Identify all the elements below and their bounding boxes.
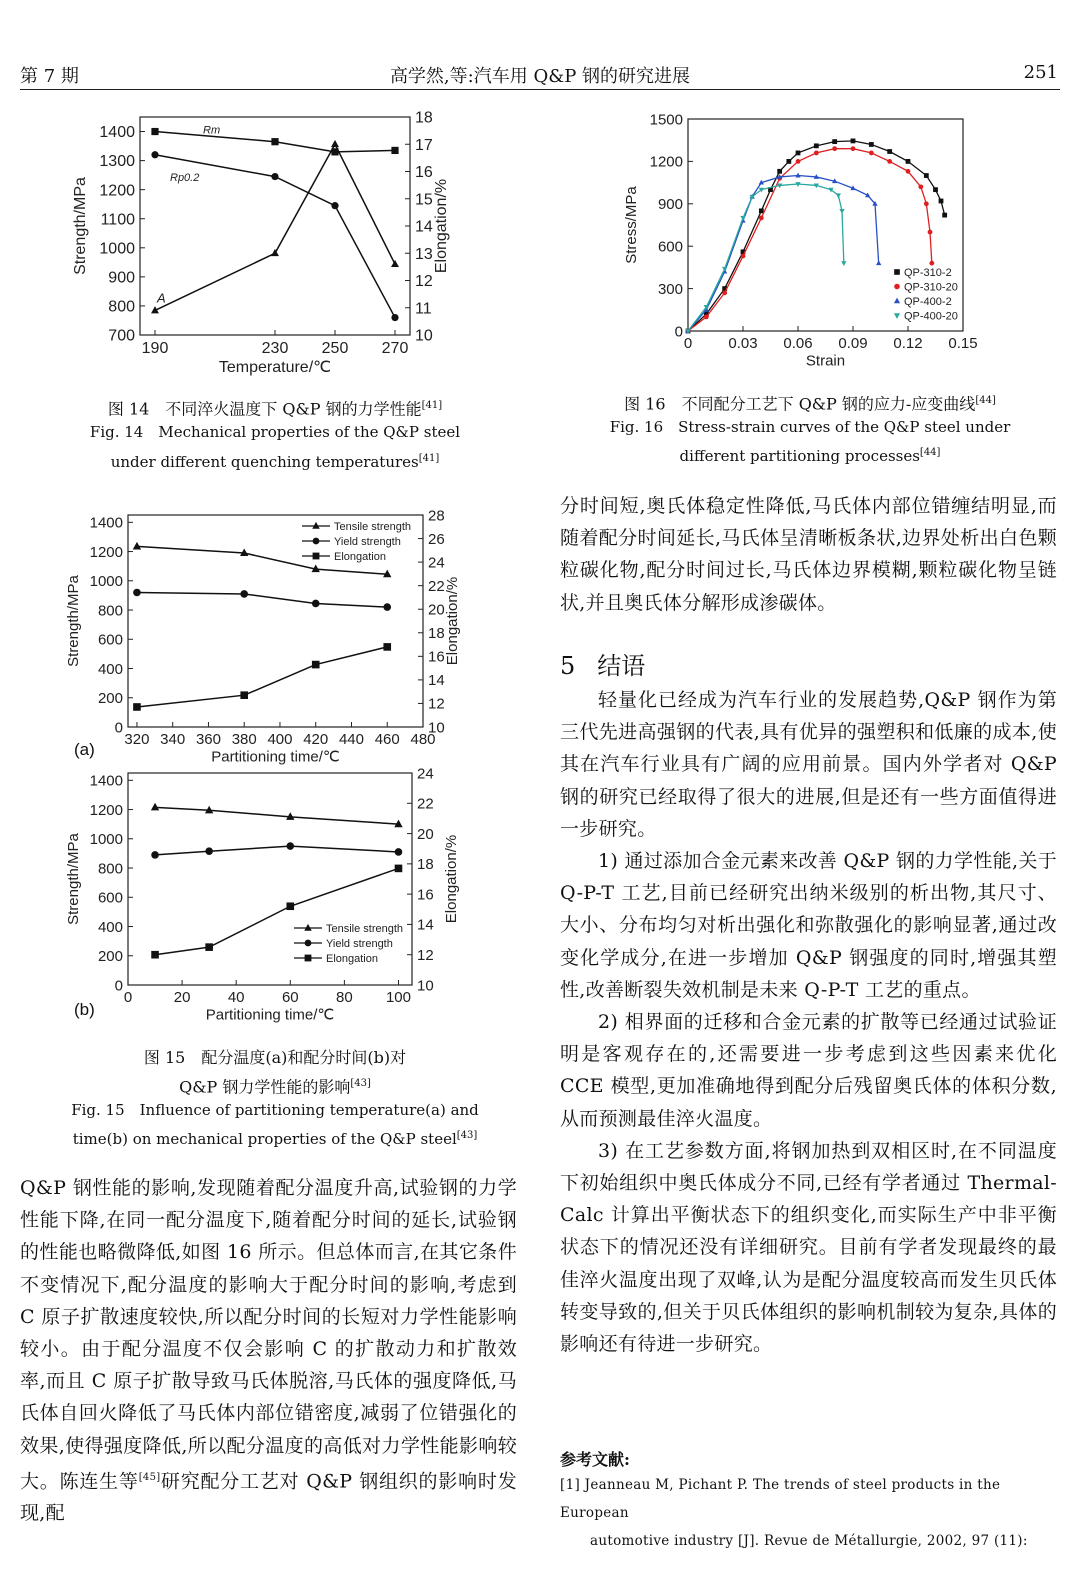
data-point — [133, 703, 141, 711]
conclusion-para-2: 1) 通过添加合金元素来改善 Q&P 钢的力学性能,关于 Q-P-T 工艺,目前已经研究出纳米级别的析出物,其尺寸、大小、分布均匀对析出强化和弥散强化的影响显著,通过改变化学成分,在进一步增加 Q&P 钢强度的同时,增强其塑性,改善断裂失效机制是未来 Q-P-T 工艺的重点。 — [560, 850, 1057, 1001]
x-tick-label: 250 — [321, 340, 349, 357]
data-point — [906, 159, 911, 164]
y2-tick-label: 14 — [415, 218, 433, 236]
issue-label: 第 7 期 — [20, 66, 79, 87]
data-point — [796, 159, 801, 164]
data-point — [759, 208, 764, 213]
conclusion-para-3: 2) 相界面的迁移和合金元素的扩散等已经通过试验证明是客观存在的,还需要进一步考虑到这些因素来优化 CCE 模型,更加准确地得到配分后残留奥氏体的体积分数,从而预测最佳淬火温度。 — [560, 1011, 1057, 1130]
header-rule — [20, 89, 1060, 90]
y-tick-label: 900 — [108, 269, 135, 287]
data-point — [331, 202, 338, 209]
fig15-caption-en-2: time(b) on mechanical properties of the Q&P steel[43] — [72, 1130, 478, 1148]
data-point — [133, 542, 141, 550]
y-tick-label: 600 — [97, 631, 123, 649]
data-point — [240, 590, 248, 598]
legend-marker — [313, 538, 320, 545]
data-point — [271, 173, 278, 180]
y2-tick-label: 18 — [428, 625, 445, 643]
y2-tick-label: 28 — [428, 507, 445, 525]
y2-tick-label: 10 — [415, 327, 433, 345]
y2-tick-label: 16 — [428, 648, 445, 666]
series-label-rp: Rp0.2 — [170, 171, 200, 184]
data-point — [939, 199, 944, 204]
series-line — [155, 846, 398, 855]
right-column-text — [560, 490, 1057, 619]
data-point — [391, 314, 398, 321]
data-point — [151, 951, 159, 959]
fig14-caption-en-2: under different quenching temperatures[41] — [110, 453, 440, 471]
data-point — [814, 151, 819, 156]
y2-tick-label: 24 — [428, 554, 445, 572]
legend-label: QP-400-2 — [904, 296, 952, 308]
data-point — [205, 847, 213, 855]
data-point — [887, 159, 892, 164]
legend-marker — [894, 269, 900, 275]
data-point — [851, 139, 856, 144]
y2-axis-label: Elongation/% — [433, 178, 450, 274]
fig15-caption-cn-2: Q&P 钢力学性能的影响[43] — [179, 1077, 371, 1097]
x-axis-label: Partitioning time/℃ — [205, 1006, 335, 1024]
legend-marker — [305, 955, 312, 962]
x-tick-label: 0 — [683, 335, 693, 352]
x-tick-label: 440 — [338, 731, 365, 748]
y2-tick-label: 16 — [415, 164, 433, 182]
running-title: 高学然,等:汽车用 Q&P 钢的研究进展 — [389, 66, 691, 87]
x-tick-label: 0.03 — [728, 335, 758, 352]
data-point — [876, 260, 881, 265]
data-point — [887, 149, 892, 154]
y2-tick-label: 10 — [428, 719, 445, 737]
data-point — [836, 193, 841, 198]
y2-tick-label: 18 — [417, 856, 434, 874]
series-line — [137, 592, 387, 607]
data-point — [286, 842, 294, 850]
data-point — [740, 216, 745, 221]
x-tick-label: 40 — [227, 989, 245, 1006]
data-point — [933, 187, 938, 192]
y2-tick-label: 24 — [417, 765, 434, 783]
y-tick-label: 1400 — [89, 772, 123, 790]
data-point — [839, 209, 844, 214]
x-tick-label: 20 — [173, 989, 191, 1006]
fig16-caption-en-2: different partitioning processes[44] — [679, 447, 941, 465]
legend-label: Yield strength — [326, 938, 393, 950]
conclusion-para-1: 轻量化已经成为汽车行业的发展趋势,Q&P 钢作为第三代先进高强钢的代表,具有优异的强塑积和低廉的成本,使其在汽车行业具有广阔的应用前景。国内外学者对 Q&P 钢的研究已经取得了很大的进展,但是还有一些方面值得进一步研究。 — [560, 689, 1057, 840]
legend-label: Elongation — [326, 953, 378, 965]
x-tick-label: 460 — [374, 731, 400, 748]
x-tick-label: 60 — [281, 989, 299, 1006]
data-point — [814, 143, 819, 148]
series-label-a: A — [157, 290, 166, 306]
data-point — [722, 290, 727, 295]
data-point — [312, 661, 320, 669]
conclusion-text — [560, 684, 1057, 1360]
legend-label: QP-400-20 — [904, 310, 958, 323]
legend-marker — [894, 284, 900, 290]
data-point — [759, 216, 764, 221]
series-line — [155, 807, 398, 824]
y2-tick-label: 18 — [415, 109, 433, 127]
y-tick-label: 200 — [97, 948, 123, 966]
data-point — [918, 184, 923, 189]
data-point — [151, 803, 159, 811]
fig15a-chart — [0, 500, 540, 770]
data-point — [383, 603, 391, 611]
x-axis-label: Partitioning time/℃ — [211, 748, 340, 766]
data-point — [796, 151, 801, 156]
series-line — [688, 184, 844, 331]
legend-label: Elongation — [334, 551, 386, 563]
series-label-rm: Rm — [203, 124, 221, 137]
data-point — [395, 848, 403, 856]
legend-marker — [312, 522, 319, 529]
y-tick-label: 0 — [114, 977, 123, 995]
data-point — [331, 140, 339, 147]
data-point — [383, 643, 391, 651]
y2-tick-label: 17 — [415, 136, 433, 154]
data-point — [942, 213, 947, 218]
y-axis-label: Strength/MPa — [72, 177, 89, 275]
legend-label: Yield strength — [334, 536, 401, 548]
y-axis-label: Stress/MPa — [623, 186, 640, 264]
x-tick-label: 480 — [410, 731, 436, 748]
reference-1: [1] Jeanneau M, Pichant P. The trends of steel products in the European automotive industry [J]. Revue de Métallurgie, 2002, 97 (11): — [560, 1477, 1028, 1549]
data-point — [151, 151, 158, 158]
y-tick-label: 300 — [657, 280, 683, 298]
y2-tick-label: 22 — [417, 795, 434, 813]
y-tick-label: 1000 — [89, 831, 123, 849]
y-tick-label: 1200 — [89, 801, 123, 819]
y2-tick-label: 16 — [417, 886, 434, 904]
data-point — [395, 865, 403, 873]
x-axis-label: Strain — [805, 352, 846, 370]
data-point — [391, 260, 399, 267]
y2-tick-label: 14 — [417, 916, 434, 934]
y-axis-label: Strength/MPa — [65, 575, 82, 667]
legend-marker — [894, 298, 900, 304]
legend-label: QP-310-20 — [904, 281, 958, 294]
y2-tick-label: 12 — [415, 273, 433, 291]
references-heading: 参考文献: — [560, 1450, 630, 1469]
x-tick-label: 0.15 — [948, 335, 978, 352]
series-line — [155, 144, 395, 310]
y2-axis-label: Elongation/% — [443, 834, 460, 924]
y-tick-label: 400 — [97, 660, 123, 678]
y2-axis-label: Elongation/% — [444, 576, 461, 666]
section-heading: 5 结语 — [560, 652, 646, 680]
conclusion-para-4: 3) 在工艺参数方面,将钢加热到双相区时,在不同温度下初始组织中奥氏体成分不同,已经有学者通过 Thermal-Calc 计算出平衡状态下的组织变化,而实际生产中非平衡状态下的情况还没有详细研究。目前有学者发现最终的最佳淬火温度出现了双峰,认为是配分温度较高而发生贝氏体转变导致的,但关于贝氏体组织的影响机制较为复杂,具体的影响还有待进一步研究。 — [560, 1139, 1057, 1356]
y2-tick-label: 20 — [428, 601, 445, 619]
x-tick-label: 340 — [160, 731, 186, 748]
y2-tick-label: 13 — [415, 245, 433, 263]
legend-marker — [894, 313, 900, 319]
y2-tick-label: 22 — [428, 577, 445, 595]
data-point — [924, 173, 929, 178]
x-tick-label: 0 — [123, 989, 133, 1006]
data-point — [704, 314, 709, 319]
x-tick-label: 0.09 — [838, 335, 868, 352]
data-point — [722, 267, 727, 272]
data-point — [391, 147, 398, 154]
y2-tick-label: 26 — [428, 530, 445, 548]
x-axis-label: Temperature/℃ — [218, 358, 332, 376]
fig14-chart — [0, 100, 540, 390]
data-point — [286, 902, 294, 910]
data-point — [741, 254, 746, 259]
y2-tick-label: 10 — [417, 977, 434, 995]
data-point — [312, 600, 320, 608]
y-tick-label: 1300 — [99, 153, 135, 171]
y2-tick-label: 11 — [415, 300, 432, 318]
data-point — [832, 139, 837, 144]
legend-marker — [304, 924, 311, 931]
data-point — [851, 146, 856, 151]
page-number: 251 — [1023, 62, 1058, 83]
legend-label: Tensile strength — [334, 521, 412, 533]
data-point — [929, 261, 934, 266]
x-tick-label: 380 — [231, 731, 257, 748]
x-tick-label: 190 — [141, 340, 169, 357]
x-tick-label: 80 — [336, 989, 353, 1006]
x-tick-label: 0.06 — [783, 335, 813, 352]
data-point — [869, 142, 874, 147]
y-tick-label: 1000 — [89, 573, 123, 591]
data-point — [906, 169, 911, 174]
legend-label: Tensile strength — [326, 923, 404, 935]
y-tick-label: 1400 — [89, 514, 123, 532]
fig14-caption-en-1: Fig. 14 Mechanical properties of the Q&P steel — [89, 423, 461, 441]
x-tick-label: 270 — [381, 340, 409, 357]
y-tick-label: 600 — [97, 889, 123, 907]
y-tick-label: 800 — [97, 860, 123, 878]
data-point — [832, 146, 837, 151]
data-point — [271, 249, 279, 256]
continued-paragraph: 分时间短,奥氏体稳定性降低,马氏体内部位错缠结明显,而随着配分时间延长,马氏体呈清晰板条状,边界处析出白色颗粒碳化物,配分时间过长,马氏体边界模糊,颗粒碳化物呈链状,并且奥氏体分解形成渗碳体。 — [560, 495, 1057, 614]
y-tick-label: 400 — [97, 918, 123, 936]
x-tick-label: 320 — [124, 731, 150, 748]
fig15-panel-a-label: (a) — [74, 740, 95, 759]
series-line — [688, 176, 879, 331]
y2-tick-label: 20 — [417, 825, 434, 843]
y-tick-label: 1500 — [649, 111, 683, 129]
y-tick-label: 0 — [114, 719, 123, 737]
fig16-caption-en-1: Fig. 16 Stress-strain curves of the Q&P steel under — [609, 418, 1011, 436]
x-tick-label: 0.12 — [893, 335, 923, 352]
legend-label: QP-310-2 — [904, 267, 952, 279]
y2-tick-label: 15 — [415, 191, 433, 209]
data-point — [151, 128, 158, 135]
data-point — [271, 138, 278, 145]
fig14-caption-cn: 图 14 不同淬火温度下 Q&P 钢的力学性能[41] — [107, 399, 443, 419]
data-point — [869, 151, 874, 156]
data-point — [205, 943, 213, 951]
y-tick-label: 1200 — [99, 182, 135, 200]
fig16-caption-cn: 图 16 不同配分工艺下 Q&P 钢的应力-应变曲线[44] — [624, 394, 996, 414]
fig16-chart — [540, 100, 1080, 390]
legend-marker — [305, 940, 312, 947]
y-axis-label: Strength/MPa — [65, 833, 82, 925]
data-point — [777, 169, 782, 174]
x-tick-label: 400 — [267, 731, 293, 748]
data-point — [841, 261, 846, 266]
y-tick-label: 1400 — [99, 124, 135, 142]
x-tick-label: 420 — [303, 731, 329, 748]
y2-tick-label: 14 — [428, 672, 445, 690]
y-tick-label: 1000 — [99, 240, 135, 258]
y-tick-label: 1200 — [89, 543, 123, 561]
y2-tick-label: 12 — [417, 946, 434, 964]
x-tick-label: 360 — [195, 731, 221, 748]
y2-tick-label: 12 — [428, 695, 445, 713]
fig15-caption-cn-1: 图 15 配分温度(a)和配分时间(b)对 — [143, 1048, 407, 1067]
y-tick-label: 1200 — [649, 153, 683, 171]
y-tick-label: 0 — [674, 323, 683, 341]
fig15b-chart — [0, 760, 540, 1030]
data-point — [786, 159, 791, 164]
y-tick-label: 900 — [657, 196, 683, 214]
y-tick-label: 600 — [657, 238, 683, 256]
y-tick-label: 800 — [108, 298, 135, 316]
fig15-panel-b-label: (b) — [74, 1000, 95, 1019]
y-tick-label: 800 — [97, 602, 123, 620]
y-tick-label: 200 — [97, 690, 123, 708]
left-column-text: Q&P 钢性能的影响,发现随着配分温度升高,试验钢的力学性能下降,在同一配分温度下,随着配分时间的延长,试验钢的性能也略微降低,如图 16 所示。但总体而言,在其它条件不变情况下,配分温度的影响大于配分时间的影响,考虑到 C 原子扩散速度较快,所以配分时间的长短对力学性能影响较小。由于配分温度不仅会影响 C 的扩散动力和扩散效率,而且 C 原子扩散导致马氏体脱溶,马氏体的强度降低,马氏体自回火降低了马氏体内部位错密度,减弱了位错强化的效果,使得强度降低,所以配分温度的高低对力学性能影响较大。陈连生等[45]研究配分工艺对 Q&P 钢组织的影响时发现,配 — [20, 1177, 517, 1525]
legend-marker — [313, 553, 320, 560]
fig15-caption-en-1: Fig. 15 Influence of partitioning temperature(a) and — [71, 1101, 479, 1119]
data-point — [928, 230, 933, 235]
y-tick-label: 1100 — [100, 211, 135, 229]
plot-frame — [140, 117, 410, 335]
data-point — [924, 201, 929, 206]
data-point — [151, 851, 159, 859]
y-tick-label: 700 — [108, 327, 135, 345]
data-point — [240, 691, 248, 699]
series-line — [137, 647, 387, 707]
data-point — [133, 589, 141, 597]
x-tick-label: 100 — [385, 989, 411, 1006]
x-tick-label: 230 — [261, 340, 289, 357]
